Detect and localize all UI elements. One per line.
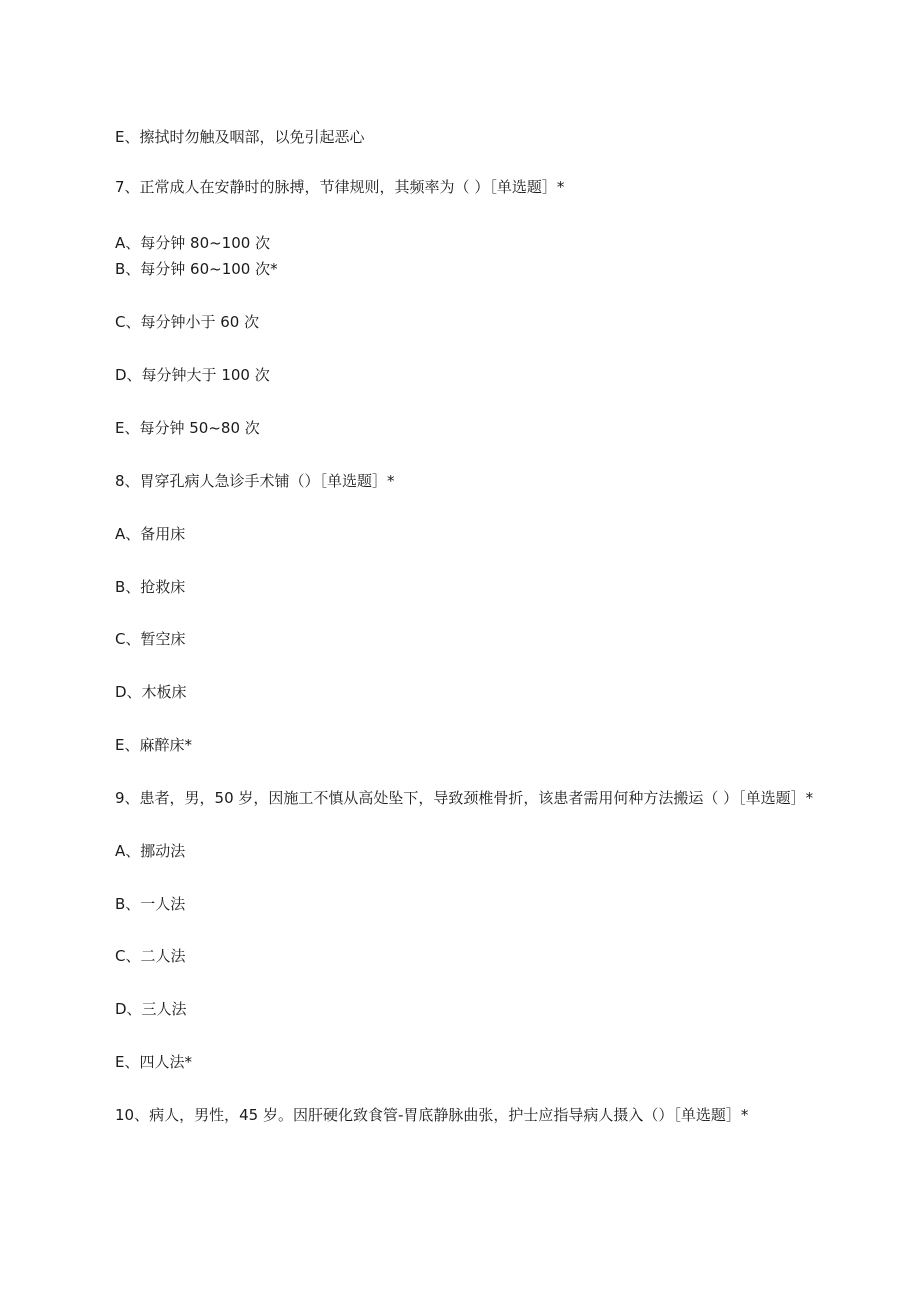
q7-question: 7、正常成人在安静时的脉搏，节律规则，其频率为（ ）［单选题］* [115, 178, 565, 196]
q7-option-c: C、每分钟小于 60 次 [115, 313, 260, 331]
q9-option-d: D、三人法 [115, 1000, 187, 1018]
q10-question: 10、病人，男性，45 岁。因肝硬化致食管-胃底静脉曲张，护士应指导病人摄入（）［单选题］* [115, 1106, 749, 1124]
q8-option-e: E、麻醉床* [115, 736, 192, 754]
q8-option-b: B、抢救床 [115, 578, 186, 596]
q8-question: 8、胃穿孔病人急诊手术铺（）［单选题］* [115, 472, 395, 490]
q9-option-c: C、二人法 [115, 947, 186, 965]
q9-option-b: B、一人法 [115, 895, 186, 913]
q8-option-c: C、暂空床 [115, 630, 186, 648]
q7-option-d: D、每分钟大于 100 次 [115, 366, 270, 384]
q6-option-e: E、擦拭时勿触及咽部，以免引起恶心 [115, 128, 365, 146]
q8-option-a: A、备用床 [115, 525, 186, 543]
q7-option-a: A、每分钟 80~100 次 [115, 234, 271, 252]
q9-option-a: A、挪动法 [115, 842, 186, 860]
q8-option-d: D、木板床 [115, 683, 187, 701]
q7-option-b: B、每分钟 60~100 次* [115, 260, 278, 278]
q9-question: 9、患者，男，50 岁，因施工不慎从高处坠下，导致颈椎骨折，该患者需用何种方法搬运（ ）［单选题］* [115, 789, 814, 807]
q7-option-e: E、每分钟 50~80 次 [115, 419, 260, 437]
q9-option-e: E、四人法* [115, 1053, 192, 1071]
